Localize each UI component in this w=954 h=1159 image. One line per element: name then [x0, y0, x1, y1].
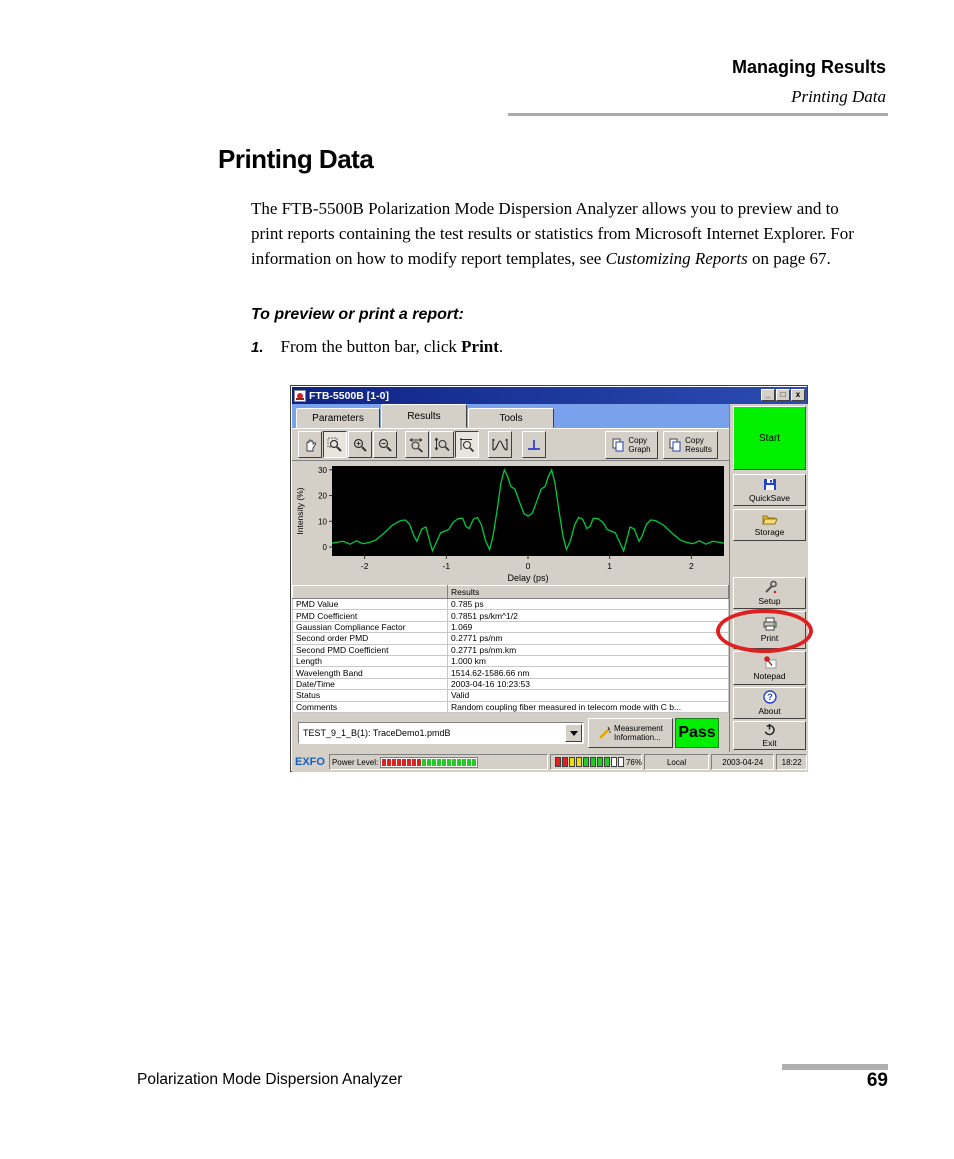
application-icon — [294, 390, 306, 402]
zoom-in-icon — [352, 437, 368, 453]
power-segment — [447, 759, 451, 766]
peak-analysis-icon — [491, 437, 509, 453]
main-area — [292, 404, 729, 752]
battery-segment — [618, 757, 624, 767]
battery-segment — [590, 757, 596, 767]
button-bar — [729, 404, 808, 752]
table-row — [293, 701, 729, 712]
table-row — [293, 610, 729, 621]
notepad-label: Notepad — [753, 671, 786, 681]
step-number: 1. — [251, 339, 264, 356]
step-text: From the button bar, click — [280, 337, 462, 356]
window-title: FTB-5500B [1-0] — [309, 389, 389, 402]
results-table-body — [293, 599, 729, 713]
header-section-title: Managing Results — [731, 57, 886, 77]
setup-button[interactable] — [733, 577, 806, 609]
result-value: 0.7851 ps/km^1/2 — [448, 610, 729, 621]
step-period: . — [498, 337, 504, 356]
result-label: Second order PMD — [293, 633, 448, 644]
trace-selector-row — [292, 713, 729, 753]
tab-results[interactable]: Results — [381, 404, 467, 428]
intro-paragraph — [251, 196, 863, 271]
result-label: Gaussian Compliance Factor — [293, 621, 448, 632]
pushpin-icon — [762, 655, 777, 669]
print-highlight-annotation — [716, 609, 813, 653]
pmd-chart-svg[interactable] — [292, 461, 729, 586]
step-1 — [251, 337, 503, 357]
power-segment — [462, 759, 466, 766]
x-tick-label: -1 — [442, 561, 451, 571]
result-value: 0.2771 ps/nm — [448, 633, 729, 644]
zoom-selection-icon — [327, 437, 343, 453]
result-label: Date/Time — [293, 678, 448, 689]
about-label: About — [758, 706, 781, 716]
power-segment — [382, 759, 386, 766]
power-level-meter — [380, 757, 478, 768]
copy-graph-button[interactable] — [605, 431, 658, 459]
copy-results-label: Copy Results — [685, 436, 712, 454]
result-value: Random coupling fiber measured in telecom mode with C b... — [448, 701, 729, 712]
result-label: PMD Coefficient — [293, 610, 448, 621]
table-row — [293, 678, 729, 689]
x-tick-label: 0 — [525, 561, 531, 571]
result-label: Wavelength Band — [293, 667, 448, 678]
zoom-free-button[interactable] — [455, 431, 479, 458]
zoom-horizontal-icon — [409, 437, 425, 453]
battery-panel — [550, 754, 642, 770]
result-label: Status — [293, 690, 448, 701]
result-label: Second PMD Coefficient — [293, 644, 448, 655]
interferogram-graph-panel[interactable] — [292, 460, 729, 585]
result-label: Length — [293, 655, 448, 666]
power-segment — [417, 759, 421, 766]
power-segment — [467, 759, 471, 766]
start-button[interactable] — [733, 406, 806, 470]
y-axis-label: Intensity (%) — [295, 487, 305, 535]
power-segment — [387, 759, 391, 766]
pan-hand-button[interactable] — [298, 431, 322, 458]
table-row — [293, 644, 729, 655]
tools-icon — [763, 580, 777, 594]
notepad-button[interactable] — [733, 651, 806, 685]
footer-page-number: 69 — [866, 1070, 888, 1091]
power-segment — [442, 759, 446, 766]
results-table — [292, 585, 729, 713]
window-titlebar — [292, 387, 807, 404]
close-button[interactable]: x — [791, 389, 805, 401]
power-level-panel — [329, 754, 548, 770]
result-value: 1514.62-1586.66 nm — [448, 667, 729, 678]
storage-label: Storage — [754, 527, 785, 537]
exit-button[interactable] — [733, 721, 806, 750]
x-tick-label: 2 — [688, 561, 694, 571]
svg-text:?: ? — [766, 692, 773, 702]
zoom-vertical-icon — [434, 437, 450, 453]
power-segment — [407, 759, 411, 766]
tab-tools[interactable]: Tools — [468, 408, 554, 428]
x-axis-label: Delay (ps) — [507, 573, 549, 583]
power-level-label: Power Level: — [331, 757, 379, 767]
mode-panel: Local — [644, 754, 709, 770]
battery-segment — [562, 757, 568, 767]
copy-icon — [612, 438, 625, 452]
battery-percent: 76% — [625, 757, 642, 767]
date-panel: 2003-04-24 — [711, 754, 774, 770]
status-bar — [292, 752, 808, 772]
header-rule — [508, 113, 888, 116]
header-subsection-title: Printing Data — [791, 87, 886, 106]
zoom-out-button[interactable] — [373, 431, 397, 458]
y-tick-label: 30 — [318, 465, 327, 475]
zoom-out-icon — [377, 437, 393, 453]
setup-label: Setup — [758, 596, 781, 606]
battery-segment — [597, 757, 603, 767]
footer-product-name: Polarization Mode Dispersion Analyzer — [137, 1071, 403, 1088]
zoom-horizontal-button[interactable] — [405, 431, 429, 458]
result-value: 1.069 — [448, 621, 729, 632]
table-row — [293, 599, 729, 610]
battery-segment — [569, 757, 575, 767]
pan-hand-icon — [302, 437, 318, 453]
combobox-dropdown-arrow[interactable] — [565, 724, 582, 742]
folder-icon — [762, 513, 778, 525]
y-tick-label: 20 — [318, 491, 327, 501]
table-row — [293, 667, 729, 678]
measurement-information-button[interactable] — [588, 718, 673, 748]
baseline-marker-button[interactable] — [522, 431, 546, 458]
battery-segment — [583, 757, 589, 767]
power-segment — [432, 759, 436, 766]
paragraph-text-end: on page 67. — [747, 249, 831, 268]
power-segment — [412, 759, 416, 766]
minimize-button[interactable]: _ — [761, 389, 775, 401]
power-segment — [422, 759, 426, 766]
result-value: 0.785 ps — [448, 599, 729, 610]
y-tick-label: 10 — [318, 517, 327, 527]
time-panel: 18:22 — [776, 754, 807, 770]
copy-graph-label: Copy Graph — [628, 436, 651, 454]
copy-results-button[interactable] — [663, 431, 718, 459]
quicksave-button[interactable] — [733, 474, 806, 506]
ftb5500b-application-window — [290, 385, 808, 772]
storage-button[interactable] — [733, 509, 806, 541]
power-segment — [397, 759, 401, 766]
zoom-vertical-button[interactable] — [430, 431, 454, 458]
battery-segment — [555, 757, 561, 767]
results-table-header — [293, 586, 729, 599]
battery-segment — [604, 757, 610, 767]
tab-strip — [292, 404, 729, 428]
result-value: Valid — [448, 690, 729, 701]
zoom-selection-button[interactable] — [323, 431, 347, 458]
baseline-marker-icon — [526, 437, 542, 453]
measurement-info-icon — [598, 726, 612, 740]
help-icon — [763, 690, 777, 704]
about-button[interactable] — [733, 687, 806, 719]
power-segment — [392, 759, 396, 766]
table-row — [293, 655, 729, 666]
trace-selector-combobox[interactable] — [298, 722, 584, 744]
cross-reference: Customizing Reports — [605, 249, 748, 268]
step-bold-word: Print — [461, 337, 499, 356]
battery-segment — [611, 757, 617, 767]
page-title: Printing Data — [218, 144, 374, 174]
peak-analysis-button[interactable] — [488, 431, 512, 458]
power-segment — [457, 759, 461, 766]
procedure-heading: To preview or print a report: — [251, 306, 464, 323]
y-tick-label: 0 — [322, 543, 327, 552]
start-label: Start — [758, 432, 781, 444]
print-label: Print — [760, 633, 779, 643]
battery-meter — [555, 757, 624, 767]
pass-fail-verdict-badge: Pass — [675, 718, 719, 748]
power-segment — [427, 759, 431, 766]
x-tick-label: 1 — [607, 561, 613, 571]
table-row — [293, 633, 729, 644]
results-header-blank — [293, 586, 448, 599]
x-tick-label: -2 — [360, 561, 369, 571]
results-header-results: Results — [448, 586, 729, 599]
zoom-free-icon — [459, 437, 475, 453]
result-value: 0.2771 ps/nm.km — [448, 644, 729, 655]
zoom-in-button[interactable] — [348, 431, 372, 458]
floppy-icon — [763, 478, 777, 491]
graph-toolbar — [292, 428, 729, 460]
result-value: 2003-04-16 10:23:53 — [448, 678, 729, 689]
exfo-logo: EXFO — [295, 756, 325, 768]
table-row — [293, 690, 729, 701]
measurement-info-label: Measurement Information... — [614, 724, 663, 742]
copy-icon — [669, 438, 682, 452]
power-segment — [452, 759, 456, 766]
result-label: PMD Value — [293, 599, 448, 610]
plot-area — [332, 466, 724, 556]
result-value: 1.000 km — [448, 655, 729, 666]
power-segment — [437, 759, 441, 766]
power-segment — [472, 759, 476, 766]
battery-segment — [576, 757, 582, 767]
exit-label: Exit — [762, 738, 777, 748]
tab-parameters[interactable]: Parameters — [296, 408, 380, 428]
power-icon — [763, 723, 776, 736]
paragraph-text: The FTB-5500B Polarization Mode Dispersion Analyzer allows you to preview and to print reports containing the test results or statistics from Microsoft Internet Explorer. For information on how to modify report templates, see — [251, 199, 854, 268]
quicksave-label: QuickSave — [748, 492, 791, 503]
result-label: Comments — [293, 701, 448, 712]
maximize-button[interactable]: □ — [776, 389, 790, 401]
trace-selector-value: TEST_9_1_B(1): TraceDemo1.pmdB — [303, 728, 451, 738]
table-row — [293, 621, 729, 632]
power-segment — [402, 759, 406, 766]
